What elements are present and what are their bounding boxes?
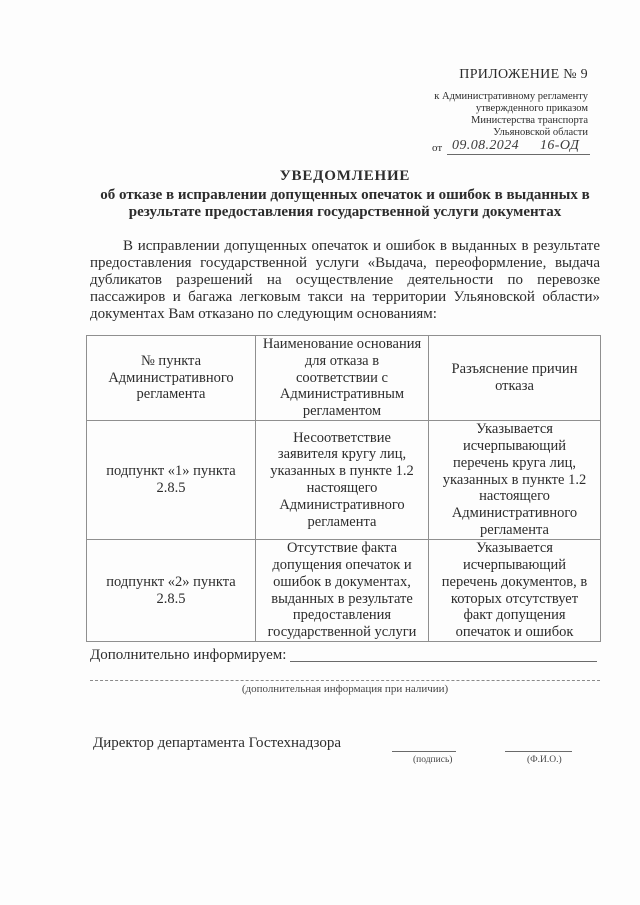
notice-title: УВЕДОМЛЕНИЕ (279, 168, 411, 184)
order-date-underline (447, 154, 590, 155)
body-line: дубликатов разрешений на осуществление деятельности по перевозке (90, 272, 600, 288)
signatory-position: Директор департамента Гостехнадзора (93, 735, 342, 751)
appendix-title: ПРИЛОЖЕНИЕ № 9 (459, 67, 588, 82)
full-name-hint: (Ф.И.О.) (527, 755, 562, 765)
body-line: пассажиров и багажа легковым такси на территории Ульяновской области» (90, 289, 600, 305)
appendix-reference-line: Ульяновской области (493, 127, 588, 138)
additional-info-dotted-line (90, 680, 600, 681)
signature-hint: (подпись) (413, 755, 453, 765)
body-line: В исправлении допущенных опечаток и ошибок в выданных в результате (123, 238, 600, 254)
appendix-reference-line: к Административному регламенту (434, 91, 588, 102)
order-date: 09.08.2024 (452, 138, 519, 153)
refusal-reasons-table (86, 335, 601, 642)
order-number: 16-ОД (540, 138, 580, 153)
appendix-reference-line: Министерства транспорта (471, 115, 588, 126)
appendix-reference (434, 91, 588, 139)
full-name-line (505, 751, 572, 752)
order-date-prefix: от (432, 142, 443, 154)
table-cell-explanation: Указывается исчерпывающий перечень документов, в которых отсутствует факт допущения опечаток и ошибок (429, 540, 601, 642)
header-cell-regulation-item: № пункта Административного регламента (87, 336, 256, 421)
notice-subtitle-line: результате предоставления государственной услуги документах (128, 204, 562, 220)
header-cell-explanation: Разъяснение причин отказа (429, 336, 601, 421)
table-row (87, 421, 601, 540)
table-cell-refusal-ground: Несоответствие заявителя кругу лиц, указанных в пункте 1.2 настоящего Административного регламента (256, 421, 429, 540)
appendix-reference-line: утвержденного приказом (475, 103, 588, 114)
signature-line (392, 751, 456, 752)
table-row (87, 540, 601, 642)
additional-info-hint: (дополнительная информация при наличии) (241, 683, 449, 695)
header-cell-refusal-ground: Наименование основания для отказа в соответствии с Административным регламентом (256, 336, 429, 421)
body-line: документах Вам отказано по следующим основаниям: (90, 306, 437, 322)
body-line: предоставления государственной услуги «Выдача, переоформление, выдача (90, 255, 600, 271)
table-cell-explanation: Указывается исчерпывающий перечень круга лиц, указанных в пункте 1.2 настоящего Административного регламента (429, 421, 601, 540)
notice-subtitle-line: об отказе в исправлении допущенных опечаток и ошибок в выданных в (100, 187, 590, 203)
notice-body-paragraph (90, 238, 600, 323)
notice-subtitle (90, 187, 600, 221)
additional-info-label: Дополнительно информируем: (90, 647, 287, 663)
order-date-row (432, 139, 590, 157)
table-header-row (87, 336, 601, 421)
table-cell-regulation-item: подпункт «1» пункта 2.8.5 (87, 421, 256, 540)
additional-info-line (290, 661, 597, 662)
table-cell-refusal-ground: Отсутствие факта допущения опечаток и ошибок в документах, выданных в результате предоставления государственной услуги (256, 540, 429, 642)
table-cell-regulation-item: подпункт «2» пункта 2.8.5 (87, 540, 256, 642)
